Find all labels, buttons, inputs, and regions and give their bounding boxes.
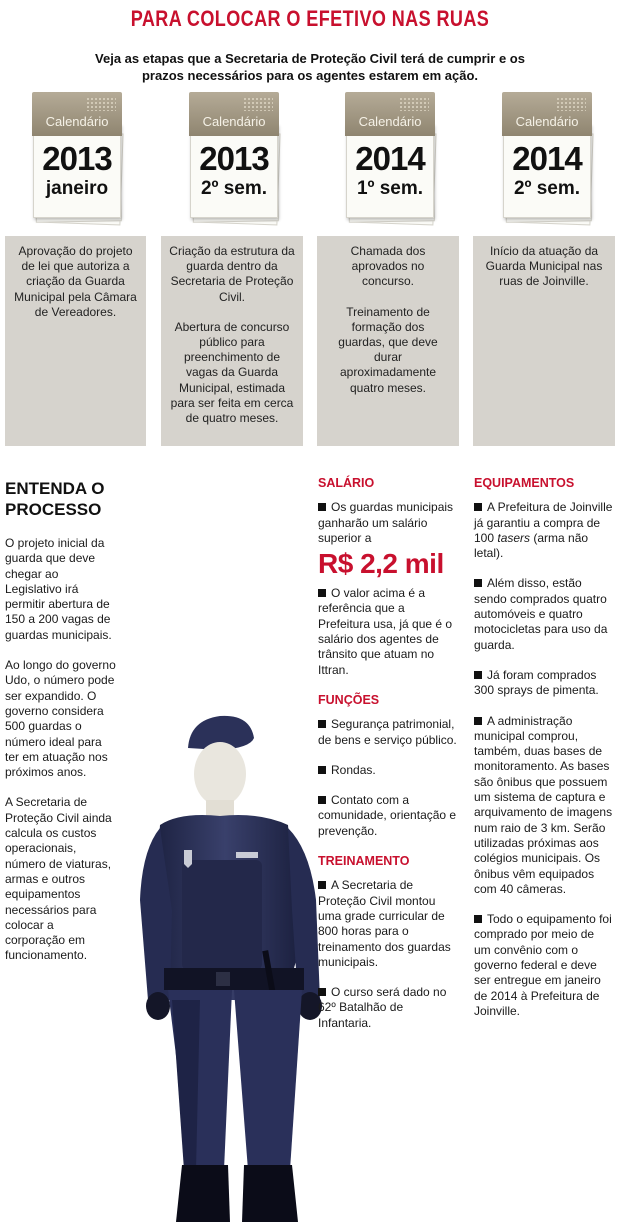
- info-middle-column: [318, 476, 458, 1046]
- equipamentos-item: A administração municipal comprou, também, duas bases de monitoramento. As bases são ônibus que possuem um sistema de captura e arquivamento de imagens num raio de 3 km. Serão utilizadas próximas aos colégios municipais. Os ônibus vêm equipados com 40 câmeras.: [474, 713, 613, 896]
- process-paragraph: O projeto inicial da guarda que deve chegar ao Legislativo irá permitir abertura de 150 a 200 vagas de guardas municipais.: [5, 536, 112, 642]
- page-title: PARA COLOCAR O EFETIVO NAS RUAS: [130, 6, 490, 31]
- calendar-year: 2014: [355, 140, 425, 177]
- bullet-icon: [318, 503, 326, 511]
- calendar-label: Calendário: [358, 114, 422, 129]
- calendar-period: 2º sem.: [513, 178, 581, 199]
- funcoes-item: Segurança patrimonial, de bens e serviço público.: [318, 717, 457, 747]
- process-paragraph: Ao longo do governo Udo, o número pode ser expandido. O governo considera 500 guardas o número ideal para ter em atuação nos próximos anos.: [5, 658, 116, 780]
- bullet-icon: [318, 988, 326, 996]
- treinamento-heading: TREINAMENTO: [318, 854, 410, 869]
- bullet-icon: [318, 720, 326, 728]
- equipamentos-item: Todo o equipamento foi comprado por meio de um convênio com o governo federal e deve ser entregue em janeiro de 2014 à Prefeitura de Joinville.: [474, 912, 612, 1018]
- calendar-2013-2sem: [189, 92, 284, 228]
- calendar-2013-janeiro: [32, 92, 127, 228]
- timeline-text: Abertura de concurso público para preenchimento de vagas da Guarda Municipal, estimada para ser feita em cerca de quatro meses.: [170, 319, 294, 426]
- funcoes-item: Contato com a comunidade, orientação e prevenção.: [318, 793, 457, 838]
- calendar-label: Calendário: [202, 114, 266, 129]
- treinamento-item: O curso será dado no 62º Batalhão de Infantaria.: [318, 985, 447, 1030]
- process-paragraph: A Secretaria de Proteção Civil ainda calcula os custos operacionais, número de viaturas, armas e outros equipamentos necessários para colocar a corporação em funcionamento.: [5, 795, 112, 963]
- equipamentos-heading: EQUIPAMENTOS: [474, 476, 575, 490]
- timeline-text: Aprovação do projeto de lei que autoriza a criação da Guarda Municipal pela Câmara de Vereadores.: [14, 244, 137, 319]
- calendar-period: janeiro: [45, 178, 109, 199]
- bullet-icon: [474, 503, 482, 511]
- salario-item: O valor acima é a referência que a Prefeitura usa, já que é o salário dos agentes de trânsito que atuam no Ittran.: [318, 586, 453, 677]
- timeline-text: Treinamento de formação dos guardas, que deve durar aproximadamente quatro meses.: [338, 304, 438, 395]
- bullet-icon: [474, 579, 482, 587]
- bullet-icon: [318, 796, 326, 804]
- salario-heading: SALÁRIO: [318, 476, 375, 490]
- bullet-icon: [318, 589, 326, 597]
- treinamento-item: A Secretaria de Proteção Civil montou uma grade curricular de 800 horas para o treinamento dos guardas municipais.: [318, 878, 451, 969]
- page-subtitle: Veja as etapas que a Secretaria de Proteção Civil terá de cumprir e os prazos necessários para os agentes estarem em ação.: [95, 51, 525, 83]
- timeline-text: Início da atuação da Guarda Municipal nas ruas de Joinville.: [485, 244, 603, 289]
- process-column: [5, 478, 117, 979]
- calendar-period: 1º sem.: [356, 178, 424, 199]
- funcoes-heading: FUNÇÕES: [318, 692, 380, 707]
- calendar-label: Calendário: [515, 114, 579, 129]
- calendar-period: 2º sem.: [200, 178, 268, 199]
- calendar-year: 2014: [512, 140, 582, 177]
- timeline-text: Chamada dos aprovados no concurso.: [350, 244, 426, 289]
- timeline-box-3: [317, 236, 459, 446]
- process-heading: ENTENDA O PROCESSO: [5, 479, 105, 519]
- bullet-icon: [474, 717, 482, 725]
- calendar-2014-2sem: [502, 92, 597, 228]
- bullet-icon: [474, 915, 482, 923]
- calendar-year: 2013: [199, 140, 269, 177]
- calendar-2014-1sem: [345, 92, 440, 228]
- salario-amount: R$ 2,2 mil: [318, 548, 444, 580]
- timeline-box-1: [5, 236, 146, 446]
- timeline-box-4: [473, 236, 615, 446]
- equipamentos-item: A Prefeitura de Joinville já garantiu a compra de 100 tasers (arma não letal).: [474, 500, 613, 561]
- bullet-icon: [318, 881, 326, 889]
- equipamentos-item: Além disso, estão sendo comprados quatro automóveis e quatro motocicletas para uso da guarda.: [474, 576, 608, 652]
- timeline-text: Criação da estrutura da guarda dentro da Secretaria de Proteção Civil.: [169, 244, 295, 304]
- bullet-icon: [474, 671, 482, 679]
- calendar-year: 2013: [42, 140, 112, 177]
- municipal-guard-illustration: [120, 700, 350, 1230]
- bullet-icon: [318, 766, 326, 774]
- equipamentos-item: Já foram comprados 300 sprays de pimenta.: [474, 667, 599, 698]
- equipamentos-column: [474, 476, 614, 1034]
- timeline-box-2: [161, 236, 303, 446]
- calendar-label: Calendário: [45, 114, 109, 129]
- salario-item: Os guardas municipais ganharão um salário superior a: [318, 500, 454, 545]
- funcoes-item: Rondas.: [318, 763, 458, 778]
